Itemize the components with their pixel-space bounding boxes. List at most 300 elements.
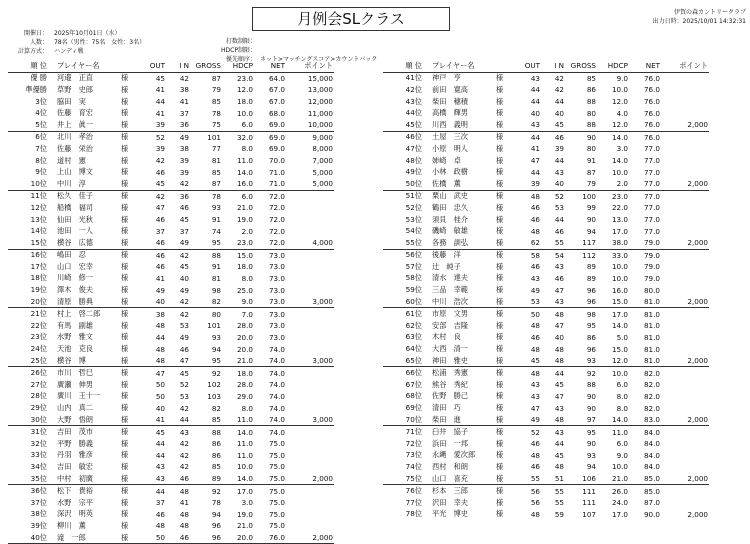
cell-points — [286, 461, 334, 473]
cell-player-name: 市原 文男 — [432, 309, 468, 319]
cell-gross-score: 81 — [211, 273, 221, 283]
table-row — [8, 143, 334, 155]
cell-gross-score: 88 — [586, 380, 596, 390]
cell-in-score: 39 — [179, 156, 189, 166]
cell-hdcp: 16.0 — [222, 178, 254, 190]
cell-rank: 60位 — [383, 296, 426, 308]
results-table-left — [8, 60, 334, 544]
cell-player-name: 清水 達夫 — [432, 273, 468, 283]
table-row — [383, 379, 709, 391]
table-row — [383, 426, 709, 438]
cell-points: 2,000 — [687, 509, 708, 519]
cell-hdcp: 4.0 — [616, 108, 628, 118]
col-hdcp-header: HDCP — [222, 60, 254, 72]
cell-hdcp: 19.0 — [236, 509, 253, 519]
cell-player-name: 平光 博史 — [432, 509, 468, 519]
cell-rank: 11位 — [30, 191, 47, 201]
cell-honorific: 様 — [496, 167, 504, 177]
cell-gross-score: 106 — [565, 473, 597, 485]
cell-out-score: 50 — [144, 532, 166, 544]
cell-in-score: 43 — [554, 403, 564, 413]
table-row — [8, 461, 334, 473]
cell-out-score: 48 — [155, 344, 165, 354]
cell-out-score: 48 — [155, 521, 165, 531]
cell-hdcp: 29.0 — [236, 391, 253, 401]
cell-gross-score: 85 — [211, 167, 221, 177]
cell-honorific: 様 — [120, 414, 144, 426]
cell-honorific: 様 — [120, 178, 144, 190]
table-row — [8, 261, 334, 273]
cell-gross-score: 96 — [586, 344, 596, 354]
cell-honorific: 様 — [496, 202, 504, 212]
cell-in-score: 44 — [554, 439, 564, 449]
cell-gross-score: 85 — [211, 462, 221, 472]
cell-player-name: 山内 真二 — [57, 403, 93, 413]
cell-out-score: 37 — [155, 226, 165, 236]
cell-player-name: 山口 喜充 — [426, 473, 495, 485]
table-row — [383, 72, 709, 84]
cell-net-score: 81.0 — [643, 309, 660, 319]
cell-honorific: 様 — [121, 143, 129, 153]
cell-net-score: 73.0 — [254, 296, 286, 308]
cell-player-name: 滝 一郎 — [51, 532, 120, 544]
cell-honorific: 様 — [121, 497, 129, 507]
table-row — [383, 367, 709, 379]
cell-in-score: 36 — [166, 119, 190, 131]
cell-in-score: 43 — [554, 427, 564, 437]
cell-net-score: 79.0 — [643, 273, 660, 283]
cell-hdcp: 26.0 — [611, 486, 628, 496]
cell-gross-score: 86 — [211, 450, 221, 460]
cell-points — [286, 308, 334, 320]
cell-net-score: 75.0 — [254, 473, 286, 485]
cell-in-score: 40 — [179, 273, 189, 283]
meta-value: ネット>マッチングスコア>カウントバック — [260, 56, 378, 63]
cell-rank: 13位 — [30, 214, 47, 224]
cell-hdcp: 9.0 — [616, 450, 628, 460]
cell-honorific: 様 — [496, 250, 504, 260]
results-table-right — [383, 60, 709, 520]
cell-gross-score: 92 — [586, 368, 596, 378]
cell-honorific: 様 — [121, 438, 129, 448]
cell-net-score: 73.0 — [268, 273, 285, 283]
cell-rank: 40位 — [8, 532, 51, 544]
cell-out-score: 39 — [519, 178, 541, 190]
cell-player-name: 杉本 三郎 — [432, 486, 468, 496]
cell-points: 2,000 — [661, 237, 709, 249]
table-row — [8, 450, 334, 462]
cell-gross-score: 94 — [586, 226, 596, 236]
cell-honorific: 様 — [121, 155, 129, 165]
cell-hdcp: 3.0 — [241, 498, 253, 508]
cell-out-score: 50 — [530, 309, 540, 319]
cell-out-score: 46 — [155, 167, 165, 177]
table-row — [8, 367, 334, 379]
cell-player-name: 廣川 王十一 — [57, 391, 101, 401]
cell-points: 2,000 — [286, 473, 334, 485]
col-rank-header: 順 位 — [383, 60, 426, 72]
cell-net-score: 74.0 — [268, 403, 285, 413]
cell-net-score: 84.0 — [643, 427, 660, 437]
cell-player-name: 磯崎 敏雄 — [432, 226, 468, 236]
cell-hdcp: 2.0 — [241, 226, 253, 236]
cell-gross-score: 93 — [211, 203, 221, 213]
table-row — [8, 532, 334, 544]
cell-rank: 24位 — [30, 344, 47, 354]
cell-net-score: 77.0 — [643, 167, 660, 177]
cell-out-score: 41 — [144, 414, 166, 426]
cell-player-name: 川西 義明 — [426, 119, 495, 131]
cell-gross-score: 88 — [211, 250, 221, 260]
cell-rank: 22位 — [30, 320, 47, 330]
cell-in-score: 52 — [554, 191, 564, 201]
cell-points — [661, 96, 709, 108]
cell-honorific: 様 — [121, 344, 129, 354]
cell-net-score: 74.0 — [268, 368, 285, 378]
table-row — [8, 190, 334, 202]
table-row — [383, 119, 709, 131]
table-row — [8, 355, 334, 367]
cell-rank: 67位 — [405, 379, 422, 389]
cell-player-name: 仙田 光秋 — [57, 214, 93, 224]
cell-rank: 優 勝 — [30, 73, 47, 83]
cell-gross-score: 99 — [586, 203, 596, 213]
cell-in-score: 53 — [554, 203, 564, 213]
cell-net-score: 82.0 — [643, 391, 660, 401]
table-row — [383, 155, 709, 167]
cell-net-score: 75.0 — [268, 509, 285, 519]
cell-player-name: 土屋 三次 — [432, 132, 468, 142]
table-row — [383, 355, 709, 367]
cell-in-score: 39 — [179, 167, 189, 177]
cell-out-score: 43 — [144, 473, 166, 485]
cell-hdcp: 11.0 — [222, 414, 254, 426]
cell-gross-score: 85 — [586, 73, 596, 83]
cell-out-score: 46 — [155, 215, 165, 225]
cell-points — [286, 273, 334, 285]
cell-in-score: 46 — [554, 226, 564, 236]
cell-gross-score: 95 — [586, 427, 596, 437]
cell-honorific: 様 — [120, 296, 144, 308]
cell-points: 3,000 — [286, 414, 334, 426]
cell-hdcp: 17.0 — [611, 226, 628, 236]
cell-hdcp: 12.0 — [611, 97, 628, 107]
cell-player-name: 嶋田 忍 — [57, 250, 86, 260]
table-row — [383, 414, 709, 426]
cell-rank: 5位 — [8, 119, 51, 131]
cell-rank: 43位 — [405, 96, 422, 106]
cell-honorific: 様 — [120, 355, 144, 367]
cell-points: 11,000 — [307, 108, 333, 118]
cell-hdcp: 10.0 — [611, 262, 628, 272]
cell-rank: 72位 — [405, 438, 422, 448]
cell-out-score: 48 — [155, 321, 165, 331]
col-hdcp-header: HDCP — [597, 60, 629, 72]
cell-in-score: 40 — [554, 108, 564, 118]
cell-player-name: 北川 孝治 — [57, 132, 93, 142]
cell-out-score: 48 — [144, 355, 166, 367]
cell-rank: 65位 — [383, 355, 426, 367]
cell-honorific: 様 — [495, 355, 519, 367]
cell-in-score: 38 — [179, 85, 189, 95]
table-row — [383, 225, 709, 237]
cell-hdcp: 6.0 — [222, 119, 254, 131]
cell-gross-score: 100 — [582, 191, 596, 201]
cell-rank: 20位 — [8, 296, 51, 308]
cell-player-name: 各務 訓弘 — [426, 237, 495, 249]
cell-player-name: 澤木 俊夫 — [57, 285, 93, 295]
cell-rank: 54位 — [405, 226, 422, 236]
cell-out-score: 46 — [530, 332, 540, 342]
cell-net-score: 79.0 — [643, 262, 660, 272]
cell-net-score: 77.0 — [643, 144, 660, 154]
cell-points — [286, 520, 334, 532]
cell-honorific: 様 — [496, 132, 504, 142]
cell-net-score: 85.0 — [643, 486, 660, 496]
cell-rank: 17位 — [30, 261, 47, 271]
cell-points: 3,000 — [286, 296, 334, 308]
cell-hdcp: 8.0 — [616, 403, 628, 413]
cell-hdcp: 14.0 — [236, 167, 253, 177]
cell-hdcp: 10.0 — [611, 368, 628, 378]
cell-points — [661, 107, 709, 119]
cell-gross-score: 85 — [211, 97, 221, 107]
cell-out-score: 50 — [155, 391, 165, 401]
cell-points — [286, 450, 334, 462]
cell-net-score: 72.0 — [268, 215, 285, 225]
cell-hdcp: 12.0 — [597, 355, 629, 367]
cell-hdcp: 8.0 — [616, 391, 628, 401]
table-row — [8, 155, 334, 167]
club-name: 伊賀の森カントリークラブ — [673, 9, 746, 16]
cell-honorific: 様 — [496, 391, 504, 401]
cell-net-score: 76.0 — [629, 119, 661, 131]
cell-in-score: 52 — [179, 380, 189, 390]
table-row — [8, 438, 334, 450]
cell-points — [286, 367, 334, 379]
cell-hdcp: 12.0 — [597, 119, 629, 131]
cell-gross-score: 87 — [211, 73, 221, 83]
cell-in-score: 44 — [554, 156, 564, 166]
cell-points: 4,000 — [286, 237, 334, 249]
cell-rank: 25位 — [8, 355, 51, 367]
cell-in-score: 42 — [179, 462, 189, 472]
cell-in-score: 43 — [541, 296, 565, 308]
cell-gross-score: 117 — [565, 237, 597, 249]
cell-out-score: 41 — [155, 85, 165, 95]
cell-rank: 26位 — [30, 368, 47, 378]
col-sama-header — [495, 60, 519, 72]
cell-honorific: 様 — [496, 320, 504, 330]
cell-in-score: 44 — [554, 97, 564, 107]
cell-in-score: 48 — [541, 355, 565, 367]
cell-rank: 69位 — [405, 403, 422, 413]
cell-rank: 23位 — [30, 332, 47, 342]
table-row — [8, 166, 334, 178]
cell-rank: 36位 — [30, 486, 47, 496]
cell-gross-score: 107 — [582, 509, 596, 519]
cell-rank: 29位 — [30, 403, 47, 413]
cell-net-score: 76.0 — [643, 73, 660, 83]
table-row — [383, 450, 709, 462]
table-row — [383, 190, 709, 202]
cell-gross-score: 82 — [211, 403, 221, 413]
cell-net-score: 83.0 — [629, 414, 661, 426]
cell-rank: 31位 — [30, 427, 47, 437]
table-row — [383, 343, 709, 355]
cell-hdcp: 21.0 — [236, 203, 253, 213]
cell-player-name: 臼井 協子 — [432, 427, 468, 437]
cell-out-score: 41 — [155, 108, 165, 118]
cell-hdcp: 14.0 — [611, 132, 628, 142]
meta-value: 2025年10月01日（水） — [54, 30, 121, 37]
cell-honorific: 様 — [121, 320, 129, 330]
cell-net-score: 81.0 — [643, 332, 660, 342]
cell-in-score: 42 — [179, 403, 189, 413]
cell-rank: 44位 — [405, 108, 422, 118]
cell-player-name: 中村 初廣 — [51, 473, 120, 485]
cell-points — [661, 320, 709, 332]
cell-gross-score: 90 — [586, 403, 596, 413]
cell-player-name: 清原 勝典 — [51, 296, 120, 308]
cell-points — [661, 438, 709, 450]
cell-out-score: 46 — [144, 237, 166, 249]
cell-gross-score: 112 — [582, 250, 596, 260]
cell-honorific: 様 — [496, 143, 504, 153]
cell-in-score: 37 — [179, 108, 189, 118]
cell-honorific: 様 — [496, 450, 504, 460]
cell-player-name: 横谷 博 — [51, 355, 120, 367]
cell-points: 2,000 — [661, 355, 709, 367]
cell-player-name: 神田 雅史 — [426, 355, 495, 367]
cell-honorific: 様 — [496, 486, 504, 496]
cell-points — [286, 509, 334, 521]
cell-in-score: 43 — [179, 427, 189, 437]
cell-player-name: 脇田 実 — [57, 96, 86, 106]
cell-points: 5,000 — [286, 178, 334, 190]
cell-hdcp: 21.0 — [236, 521, 253, 531]
cell-hdcp: 10.0 — [611, 85, 628, 95]
col-gross-header: GROSS — [565, 60, 597, 72]
cell-in-score: 45 — [179, 262, 189, 272]
cell-in-score: 42 — [179, 450, 189, 460]
meta-value: ハンディ戦 — [54, 48, 84, 55]
cell-points — [661, 308, 709, 320]
cell-points: 15,000 — [307, 73, 333, 83]
cell-honorific: 様 — [495, 237, 519, 249]
cell-out-score: 43 — [530, 380, 540, 390]
cell-hdcp: 2.0 — [597, 178, 629, 190]
cell-rank: 30位 — [8, 414, 51, 426]
cell-gross-score: 80 — [586, 144, 596, 154]
cell-gross-score: 88 — [565, 119, 597, 131]
cell-net-score: 69.0 — [254, 119, 286, 131]
cell-honorific: 様 — [121, 250, 129, 260]
cell-player-name: 大野 悟朗 — [51, 414, 120, 426]
cell-gross-score: 97 — [565, 414, 597, 426]
cell-honorific: 様 — [496, 261, 504, 271]
club-info — [653, 8, 746, 26]
table-row — [8, 509, 334, 521]
cell-points — [286, 249, 334, 261]
cell-hdcp: 19.0 — [236, 215, 253, 225]
cell-gross-score: 90 — [586, 132, 596, 142]
cell-player-name: 小林 政樹 — [432, 167, 468, 177]
cell-honorific: 様 — [121, 309, 129, 319]
meta-label: 計算方式： — [17, 48, 48, 55]
cell-points — [661, 225, 709, 237]
cell-points — [661, 143, 709, 155]
cell-net-score: 76.0 — [254, 532, 286, 544]
page-title: 月例会SLクラス — [252, 7, 450, 31]
cell-rank: 52位 — [405, 202, 422, 212]
cell-out-score: 44 — [530, 85, 540, 95]
cell-in-score: 42 — [166, 296, 190, 308]
cell-honorific: 様 — [496, 155, 504, 165]
meta-value: 78名（男性：75名 女性：3名） — [54, 39, 146, 46]
cell-honorific: 様 — [121, 509, 129, 519]
cell-rank: 10位 — [8, 178, 51, 190]
cell-net-score: 75.0 — [268, 450, 285, 460]
table-row — [383, 96, 709, 108]
table-row — [8, 249, 334, 261]
cell-honorific: 様 — [496, 191, 504, 201]
cell-net-score: 68.0 — [268, 108, 285, 118]
col-rank-header: 順 位 — [8, 60, 51, 72]
cell-rank: 78位 — [405, 509, 422, 519]
cell-in-score: 55 — [541, 237, 565, 249]
cell-gross-score: 75 — [190, 119, 222, 131]
cell-hdcp: 13.0 — [611, 215, 628, 225]
cell-honorific: 様 — [495, 296, 519, 308]
cell-rank: 6位 — [35, 132, 47, 142]
table-row — [8, 84, 334, 96]
cell-in-score: 48 — [554, 309, 564, 319]
cell-out-score: 46 — [155, 250, 165, 260]
cell-honorific: 様 — [495, 473, 519, 485]
cell-out-score: 49 — [155, 285, 165, 295]
table-row — [8, 202, 334, 214]
cell-player-name: 柴田 穗積 — [432, 96, 468, 106]
cell-hdcp: 6.0 — [616, 439, 628, 449]
cell-hdcp: 14.0 — [222, 473, 254, 485]
cell-rank: 32位 — [30, 438, 47, 448]
cell-points — [286, 261, 334, 273]
cell-gross-score: 92 — [211, 486, 221, 496]
cell-hdcp: 10.0 — [611, 462, 628, 472]
cell-in-score: 53 — [179, 391, 189, 401]
table-row — [383, 273, 709, 285]
cell-rank: 15位 — [8, 237, 51, 249]
col-net-header: NET — [629, 60, 661, 72]
cell-points — [661, 332, 709, 344]
cell-gross-score: 80 — [586, 108, 596, 118]
cell-out-score: 47 — [530, 156, 540, 166]
cell-gross-score: 88 — [586, 97, 596, 107]
col-player-header: プレイヤー名 — [51, 60, 120, 72]
table-row — [383, 284, 709, 296]
cell-net-score: 74.0 — [254, 355, 286, 367]
cell-points — [286, 391, 334, 403]
cell-net-score: 81.0 — [643, 344, 660, 354]
cell-gross-score: 111 — [582, 486, 596, 496]
cell-hdcp: 23.0 — [236, 73, 253, 83]
cell-net-score: 81.0 — [629, 355, 661, 367]
cell-points: 2,000 — [661, 414, 709, 426]
cell-honorific: 様 — [121, 167, 129, 177]
cell-rank: 62位 — [405, 320, 422, 330]
cell-hdcp: 15.0 — [611, 344, 628, 354]
